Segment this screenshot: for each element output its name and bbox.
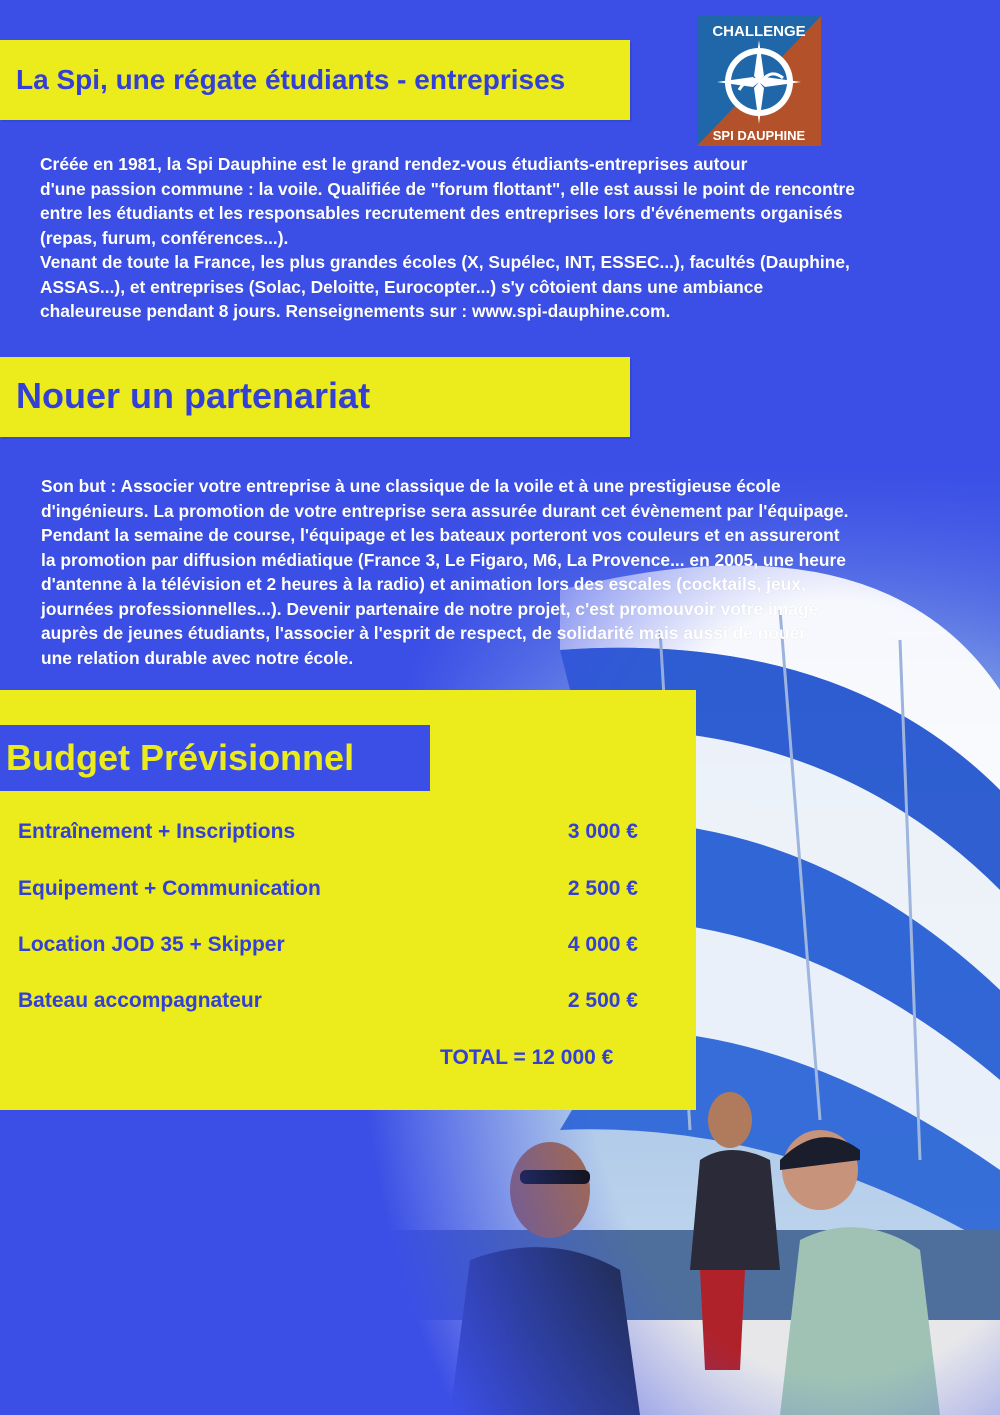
budget-row (18, 820, 638, 850)
budget-item-label: Bateau accompagnateur (18, 989, 262, 1012)
budget-total: TOTAL = 12 000 € (440, 1046, 614, 1069)
header-banner (0, 40, 630, 120)
budget-row (18, 989, 638, 1019)
budget-title: Budget Prévisionnel (6, 737, 355, 778)
logo-bottom-text: SPI DAUPHINE (712, 128, 806, 143)
intro-paragraph: Créée en 1981, la Spi Dauphine est le grand rendez-vous étudiants-entreprises autour d'une passion commune : la voile. Qualifiée de "forum flottant", elle est aussi le point de rencontre entre les étudiants et les responsables recrutement des entreprises lors d'événements organisés (repas, furum, conférences...). Venant de toute la France, les plus grandes écoles (X, Supélec, INT, ESSEC...), facultés (Dauphine, ASSAS...), et entreprises (Solac, Deloitte, Eurocopter...) s'y côtoient dans une ambiance chaleureuse pendant 8 jours. Renseignements sur : www.spi-dauphine.com. (40, 154, 855, 321)
page-title: La Spi, une régate étudiants - entreprises (16, 64, 566, 95)
compass-rose-icon (697, 16, 821, 146)
partnership-title: Nouer un partenariat (16, 375, 371, 416)
budget-item-amount: 3 000 € (567, 820, 638, 843)
budget-title-box (0, 725, 430, 791)
budget-item-label: Location JOD 35 + Skipper (18, 933, 285, 956)
budget-row (18, 877, 638, 907)
challenge-spi-dauphine-logo (697, 16, 821, 146)
partnership-banner (0, 357, 630, 437)
logo-top-text: CHALLENGE (712, 23, 806, 40)
budget-item-amount: 2 500 € (567, 989, 638, 1012)
budget-item-label: Equipement + Communication (18, 877, 321, 900)
budget-item-label: Entraînement + Inscriptions (18, 820, 296, 843)
budget-item-amount: 4 000 € (567, 933, 638, 956)
budget-panel (0, 690, 696, 1110)
budget-item-amount: 2 500 € (567, 877, 638, 900)
partnership-paragraph: Son but : Associer votre entreprise à une classique de la voile et à une prestigieuse école d'ingénieurs. La promotion de votre entreprise sera assurée durant cet évènement par l'équipage. Pendant la semaine de course, l'équipage et les bateaux porteront vos couleurs et en assureront la promotion par diffusion médiatique (France 3, Le Figaro, M6, La Provence... en 2005, une heure d'antenne à la télévision et 2 heures à la radio) et animation lors des escales (cocktails, jeux, journées professionnelles...). Devenir partenaire de notre projet, c'est promouvoir votre image auprès de jeunes étudiants, l'associer à l'esprit de respect, de solidarité mais aussi de nouer une relation durable avec notre école. (41, 476, 849, 668)
budget-row (18, 933, 638, 963)
